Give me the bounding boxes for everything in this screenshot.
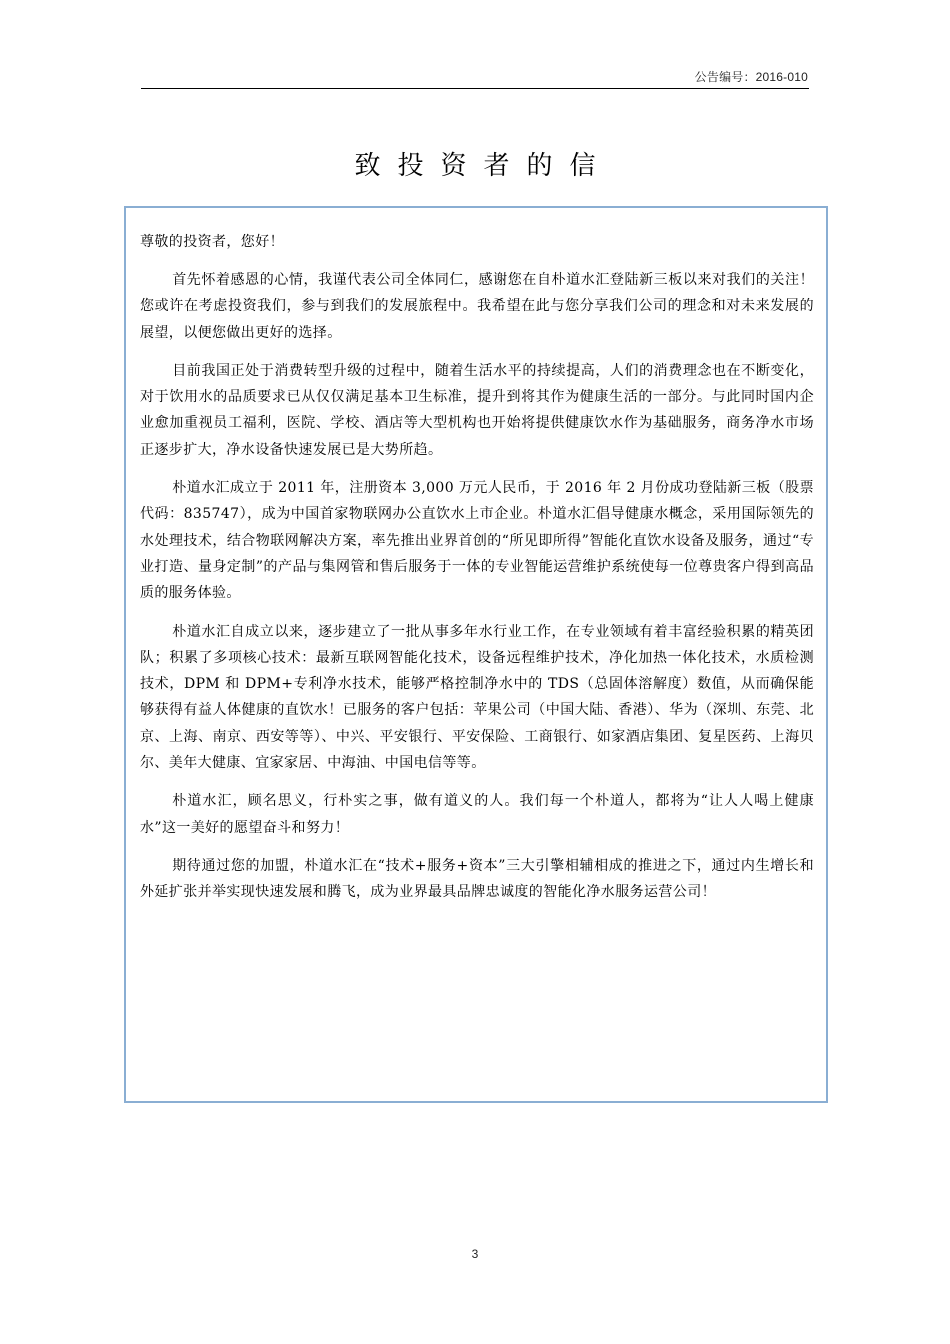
letter-paragraph-6: 期待通过您的加盟，朴道水汇在“技术+服务+资本”三大引擎相辅相成的推进之下，通过内生增长和外延扩张并举实现快速发展和腾飞，成为业界最具品牌忠诚度的智能化净水服务运营公司！ [140, 857, 814, 901]
letter-paragraph-3: 朴道水汇成立于 2011 年，注册资本 3,000 万元人民币，于 2016 年 2 月份成功登陆新三板（股票代码：835747），成为中国首家物联网办公直饮水上市企业。朴道水汇倡导健康水概念，采用国际领先的水处理技术，结合物联网解决方案，率先推出业界首创的“所见即所得”智能化直饮水设备及服务，通过“专业打造、量身定制”的产品与集网管和售后服务于一体的专业智能运营维护系统使每一位尊贵客户得到高品质的服务体验。 [140, 480, 814, 602]
page-title: 致投资者的信 [354, 151, 613, 181]
letter-box [124, 206, 828, 1103]
letter-paragraph-5: 朴道水汇，顾名思义，行朴实之事，做有道义的人。我们每一个朴道人，都将为“让人人喝上健康水”这一美好的愿望奋斗和努力！ [140, 793, 814, 836]
letter-paragraph-2: 目前我国正处于消费转型升级的过程中，随着生活水平的持续提高，人们的消费理念也在不断变化，对于饮用水的品质要求已从仅仅满足基本卫生标准，提升到将其作为健康生活的一部分。与此同时国内企业愈加重视员工福利，医院、学校、酒店等大型机构也开始将提供健康饮水作为基础服务，商务净水市场正逐步扩大，净水设备快速发展已是大势所趋。 [140, 362, 814, 458]
letter-paragraph-1: 首先怀着感恩的心情，我谨代表公司全体同仁，感谢您在自朴道水汇登陆新三板以来对我们的关注！您或许在考虑投资我们，参与到我们的发展旅程中。我希望在此与您分享我们公司的理念和对未来发展的展望，以便您做出更好的选择。 [140, 272, 814, 341]
announcement-code: 公告编号：2016-010 [694, 70, 808, 84]
page-number: 3 [471, 1247, 479, 1261]
header-divider [141, 88, 809, 89]
letter-greeting: 尊敬的投资者，您好！ [140, 234, 284, 250]
letter-paragraph-4: 朴道水汇自成立以来，逐步建立了一批从事多年水行业工作，在专业领域有着丰富经验积累的精英团队；积累了多项核心技术：最新互联网智能化技术，设备远程维护技术，净化加热一体化技术，水质检测技术，DPM 和 DPM+专利净水技术，能够严格控制净水中的 TDS（总固体溶解度）数值，从而确保能够获得有益人体健康的直饮水！已服务的客户包括：苹果公司（中国大陆、香港）、华为（深圳、东莞、北京、上海、南京、西安等等）、中兴、平安银行、平安保险、工商银行、如家酒店集团、复星医药、上海贝尔、美年大健康、宜家家居、中海油、中国电信等等。 [140, 623, 814, 772]
